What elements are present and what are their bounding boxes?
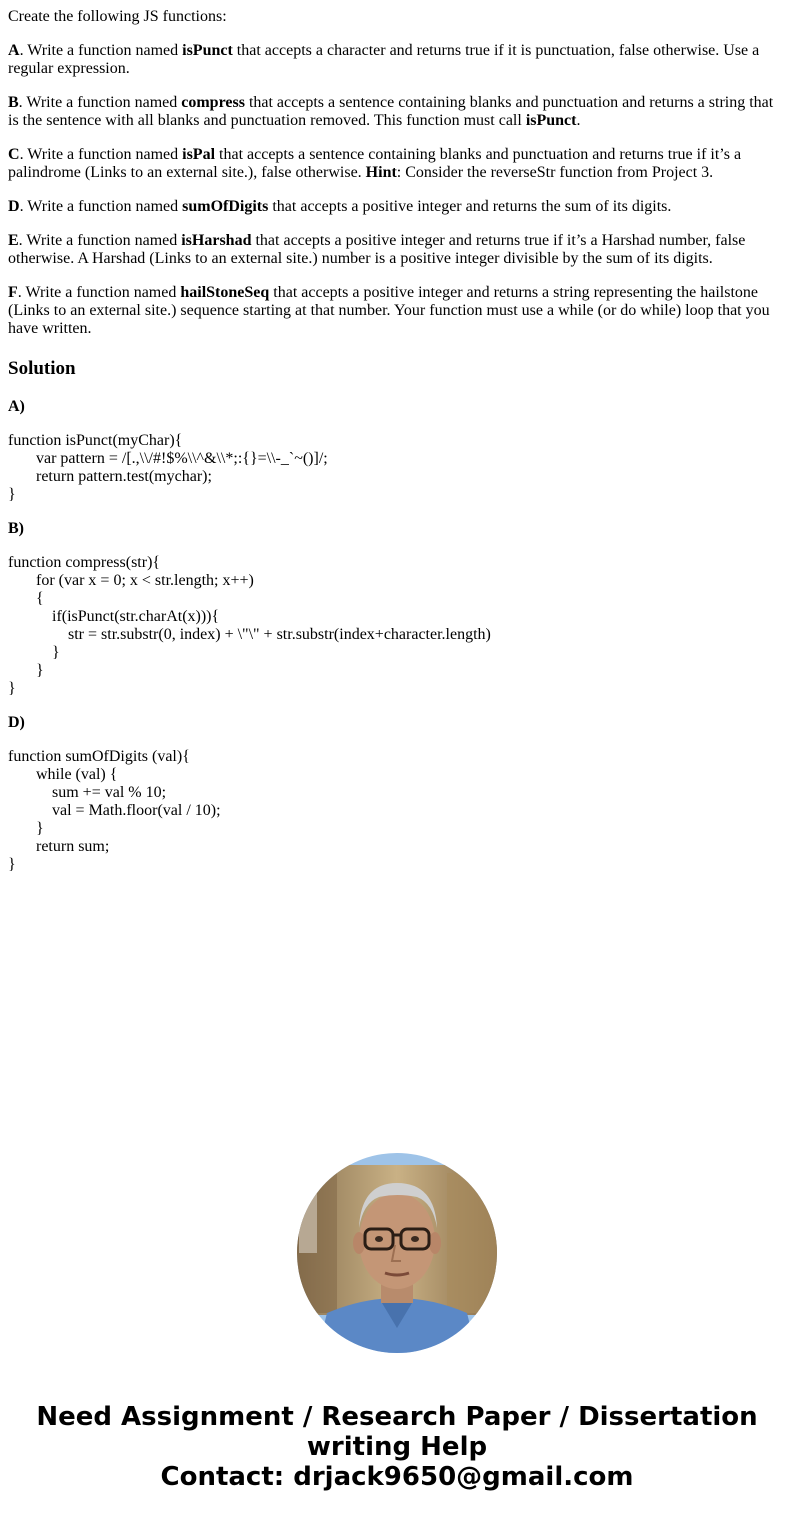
code-block <box>8 748 786 874</box>
question-e <box>8 232 786 268</box>
code-line: } <box>36 820 44 837</box>
question-letter: B <box>8 94 19 111</box>
function-name: isPunct <box>525 112 577 129</box>
question-text: . Write a function named <box>19 42 183 59</box>
question-text: . Write a function named <box>19 146 183 163</box>
code-line: } <box>8 856 16 873</box>
question-f <box>8 284 786 338</box>
function-name: Hint <box>365 164 397 181</box>
code-line: function sumOfDigits (val){ <box>8 748 190 765</box>
question-text: that accepts a positive integer and returns the sum of its digits. <box>268 198 672 215</box>
question-text: that accepts a positive integer and returns true if it’s a Harshad number, false otherwise. A Harshad (Links to an external site.) number is a positive integer divisible by the sum of its digits. <box>8 232 746 267</box>
code-block <box>8 554 786 698</box>
question-text: . Write a function named <box>19 198 183 215</box>
code-line: { <box>36 590 44 607</box>
function-name: sumOfDigits <box>182 198 269 215</box>
solution-part-label: D) <box>8 714 25 731</box>
author-portrait-image <box>297 1153 497 1353</box>
solution-heading: Solution <box>8 358 76 379</box>
author-avatar <box>297 1153 497 1353</box>
function-name: isHarshad <box>181 232 252 249</box>
question-text: . Write a function named <box>17 284 181 301</box>
intro-text: Create the following JS functions: <box>8 8 227 25</box>
function-name: compress <box>181 94 245 111</box>
code-line: val = Math.floor(val / 10); <box>52 802 221 819</box>
question-c <box>8 146 786 182</box>
question-text: . Write a function named <box>18 94 182 111</box>
question-letter: D <box>8 198 20 215</box>
contact-banner <box>0 1402 794 1492</box>
question-text: . <box>576 112 581 129</box>
solution-part-label: B) <box>8 520 24 537</box>
function-name: isPunct <box>182 42 233 59</box>
question-letter: C <box>8 146 20 163</box>
question-text: . Write a function named <box>18 232 182 249</box>
code-line: return sum; <box>36 838 110 855</box>
banner-line-2: writing Help <box>306 1432 488 1462</box>
code-line: } <box>8 680 16 697</box>
code-line: } <box>8 486 16 503</box>
code-line: var pattern = /[.,\\/#!$%\\^&\\*;:{}=\\-_`~()]/; <box>36 450 328 467</box>
question-text: : Consider the reverseStr function from Project 3. <box>396 164 714 181</box>
solution-list <box>8 398 786 874</box>
code-line: function isPunct(myChar){ <box>8 432 183 449</box>
code-line: return pattern.test(mychar); <box>36 468 212 485</box>
question-a <box>8 42 786 78</box>
banner-line-1: Need Assignment / Research Paper / Dissertation <box>36 1402 758 1432</box>
question-text: that accepts a character and returns true if it is punctuation, false otherwise. Use a regular expression. <box>8 42 760 77</box>
code-line: function compress(str){ <box>8 554 161 571</box>
solution-part-label: A) <box>8 398 25 415</box>
function-name: isPal <box>182 146 216 163</box>
code-line: while (val) { <box>36 766 118 783</box>
question-letter: F <box>8 284 18 301</box>
question-d <box>8 198 786 216</box>
code-line: } <box>36 662 44 679</box>
code-line: for (var x = 0; x < str.length; x++) <box>36 572 254 589</box>
code-line: sum += val % 10; <box>52 784 167 801</box>
code-block <box>8 432 786 504</box>
question-list <box>8 42 786 338</box>
question-b <box>8 94 786 130</box>
contact-email: Contact: drjack9650@gmail.com <box>160 1462 634 1492</box>
question-text: that accepts a sentence containing blanks and punctuation and returns true if it’s a palindrome (Links to an external site.), false otherwise. <box>8 146 742 181</box>
question-letter: A <box>8 42 20 59</box>
function-name: hailStoneSeq <box>180 284 270 301</box>
code-line: } <box>52 644 60 661</box>
question-text: that accepts a sentence containing blanks and punctuation and returns a string that is the sentence with all blanks and punctuation removed. This function must call <box>8 94 774 129</box>
question-text: that accepts a positive integer and returns a string representing the hailstone (Links to an external site.) sequence starting at that number. Your function must use a while (or do while) loop that you have written. <box>8 284 770 337</box>
code-line: if(isPunct(str.charAt(x))){ <box>52 608 220 625</box>
question-letter: E <box>8 232 19 249</box>
code-line: str = str.substr(0, index) + \"\" + str.substr(index+character.length) <box>68 626 491 643</box>
document-body <box>8 8 786 890</box>
